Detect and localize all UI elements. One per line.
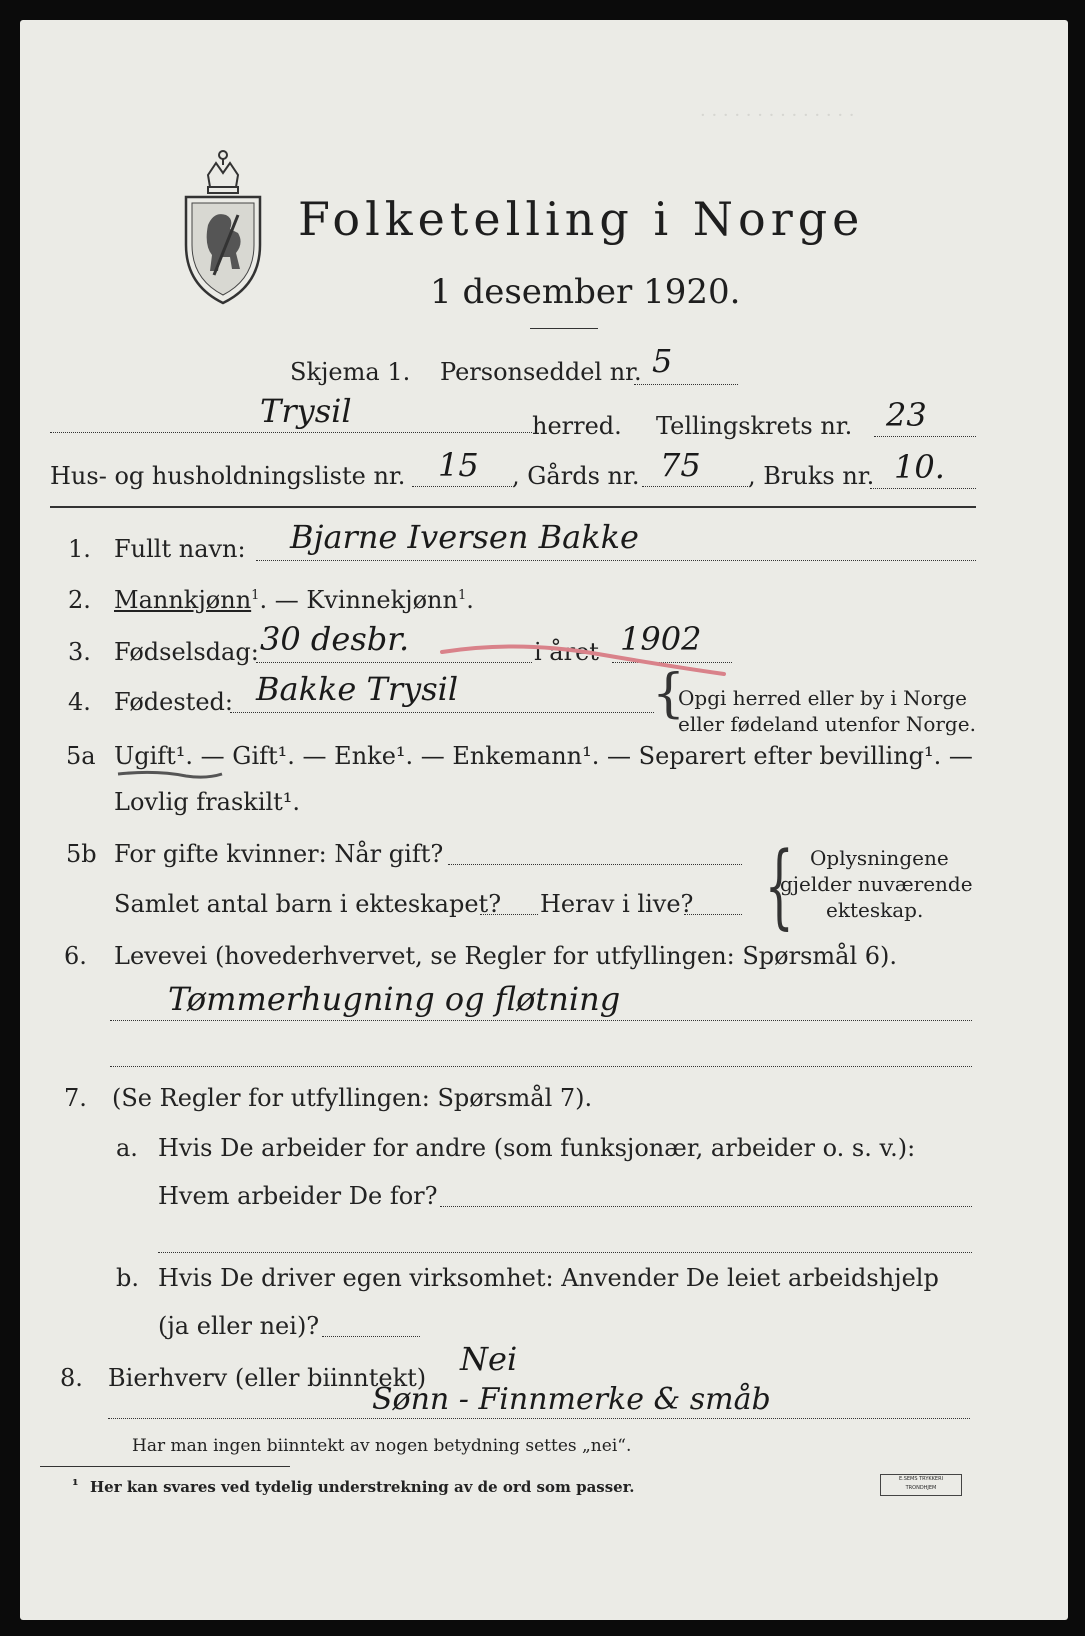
q7a-letter: a. (116, 1134, 138, 1162)
tellingskrets-field[interactable] (874, 436, 976, 437)
q3-number: 3. (68, 638, 91, 666)
q2-options (114, 586, 474, 614)
birthplace-value: Bakke Trysil (256, 670, 459, 708)
children-count-label: Samlet antal barn i ekteskapet? (114, 890, 502, 918)
printer-stamp (880, 1474, 962, 1496)
personseddel-field[interactable] (634, 384, 738, 385)
q6-number: 6. (64, 942, 87, 970)
married-when-field[interactable] (448, 864, 742, 865)
hired-help-label: (ja eller nei)? (158, 1312, 320, 1340)
full-name-value: Bjarne Iversen Bakke (290, 518, 639, 556)
occupation-field-line1[interactable] (110, 1020, 972, 1021)
bruks-value: 10. (894, 448, 945, 486)
side-income-field[interactable] (108, 1418, 970, 1419)
marital-status-options[interactable]: Ugift¹. — Gift¹. — Enke¹. — Enkemann¹. — Separert efter bevilling¹. — (114, 742, 973, 770)
title-divider (530, 328, 598, 329)
printer-stamp-line1: E.SEMS TRYKKERI (898, 1476, 944, 1482)
q1-number: 1. (68, 535, 91, 563)
husliste-label: Hus- og husholdningsliste nr. (50, 462, 406, 490)
children-alive-field[interactable] (684, 914, 742, 915)
q2-footnote-mark-1: 1 (251, 588, 260, 603)
q7-label: (Se Regler for utfyllingen: Spørsmål 7). (112, 1084, 593, 1112)
bruks-field[interactable] (870, 488, 976, 489)
q4-number: 4. (68, 688, 91, 716)
q4-brace: { (652, 664, 686, 724)
census-date: 1 desember 1920. (430, 272, 741, 312)
husliste-field[interactable] (412, 486, 512, 487)
occupation-label: Levevei (hovederhvervet, se Regler for utfyllingen: Spørsmål 6). (114, 942, 898, 970)
q7b-label: Hvis De driver egen virksomhet: Anvender De leiet arbeidshjelp (158, 1264, 939, 1292)
children-alive-label: Herav i live? (540, 890, 694, 918)
side-income-note: Har man ingen biinntekt av nogen betydning settes „nei“. (132, 1436, 632, 1456)
side-income-value-line2: Sønn - Finnmerke & småb (372, 1382, 771, 1417)
gards-field[interactable] (642, 486, 748, 487)
q2-end: . (466, 586, 474, 614)
personseddel-value: 5 (652, 342, 673, 380)
herred-value: Trysil (260, 392, 352, 430)
printer-stamp-line2: TRONDHJEM (905, 1485, 937, 1491)
q5b-number: 5b (66, 840, 97, 868)
tellingskrets-label: Tellingskrets nr. (656, 412, 853, 440)
employer-label: Hvem arbeider De for? (158, 1182, 438, 1210)
birth-year-value: 1902 (620, 620, 702, 658)
q4-label: Fødested: (114, 688, 233, 716)
q1-label: Fullt navn: (114, 535, 246, 563)
q5b-note-line1: Oplysningene (810, 846, 949, 870)
footnote-rule (40, 1466, 290, 1467)
ugift-underline-mark (116, 768, 226, 782)
employer-field-line2[interactable] (158, 1252, 972, 1253)
tellingskrets-value: 23 (886, 396, 927, 434)
birthplace-field[interactable] (230, 712, 654, 713)
q4-note-line2: eller fødeland utenfor Norge. (678, 712, 976, 736)
q5b-note-line3: ekteskap. (826, 898, 924, 922)
divorced-option[interactable]: Lovlig fraskilt¹. (114, 788, 301, 816)
header-separator (50, 506, 976, 508)
q4-note-line1: Opgi herred eller by i Norge (678, 686, 967, 710)
q7-number: 7. (64, 1084, 87, 1112)
gards-label: , Gårds nr. (512, 462, 640, 490)
q3-label: Fødselsdag: (114, 638, 259, 666)
employer-field[interactable] (440, 1206, 972, 1207)
occupation-value: Tømmerhugning og fløtning (168, 980, 621, 1018)
side-income-label: Bierhverv (eller biinntekt) (108, 1364, 427, 1392)
skjema-label: Skjema 1. (290, 358, 411, 386)
gards-value: 75 (660, 446, 701, 484)
census-form-page (20, 20, 1068, 1620)
hired-help-field[interactable] (322, 1336, 420, 1337)
footnote-mark: ¹ (72, 1476, 79, 1494)
full-name-field[interactable] (256, 560, 976, 561)
footnote-text: Her kan svares ved tydelig understrekning av de ord som passer. (90, 1478, 635, 1496)
birthday-value: 30 desbr. (260, 620, 410, 658)
married-when-label: For gifte kvinner: Når gift? (114, 840, 444, 868)
bruks-label: , Bruks nr. (748, 462, 875, 490)
q2-footnote-mark-2: 1 (457, 588, 467, 603)
q7b-letter: b. (116, 1264, 139, 1292)
q8-number: 8. (60, 1364, 83, 1392)
q5b-note-line2: gjelder nuværende (780, 872, 973, 896)
personseddel-label: Personseddel nr. (440, 358, 642, 386)
male-option[interactable]: Mannkjønn (114, 586, 252, 614)
female-option[interactable]: . — Kvinnekjønn (259, 586, 458, 614)
herred-label: herred. (532, 412, 622, 440)
bleed-through-text: · · · · · · · · · · · · · · (700, 105, 855, 126)
birth-year-label: i året (534, 638, 599, 666)
children-count-field[interactable] (480, 914, 538, 915)
q5b-brace: { (764, 832, 794, 939)
q7a-label: Hvis De arbeider for andre (som funksjonær, arbeider o. s. v.): (158, 1134, 916, 1162)
q5a-number: 5a (66, 742, 96, 770)
herred-field[interactable] (50, 432, 532, 433)
side-income-value: Nei (460, 1340, 518, 1378)
occupation-field-line2[interactable] (110, 1066, 972, 1067)
form-title: Folketelling i Norge (298, 192, 865, 246)
q2-number: 2. (68, 586, 91, 614)
husliste-value: 15 (438, 446, 479, 484)
coat-of-arms-icon (178, 145, 268, 305)
